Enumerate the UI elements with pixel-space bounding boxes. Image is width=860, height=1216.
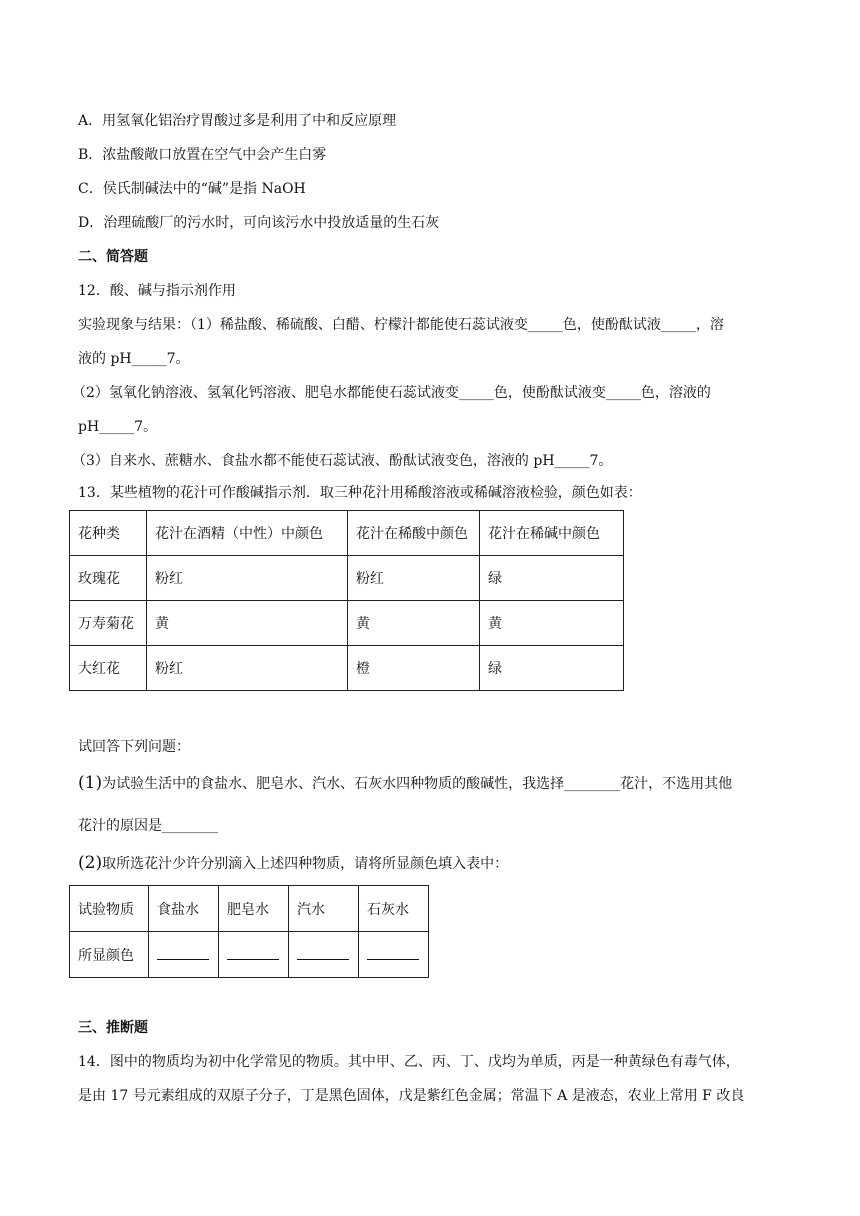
q13-part-1-line-2: 花汁的原因是________ [78, 818, 218, 834]
answer-color-table [69, 885, 429, 978]
q12-line-3: （2）氢氧化钠溶液、氢氧化钙溶液、肥皂水都能使石蕊试液变_____色，使酚酞试液变_____色，溶液的 [72, 385, 711, 401]
q14-line-2: 是由 17 号元素组成的双原子分子，丁是黑色固体，戊是紫红色金属；常温下 A 是液态，农业上常用 F 改良 [78, 1088, 745, 1104]
table-cell: 黄 [348, 601, 480, 646]
q13-part-1-text: 为试验生活中的食盐水、肥皂水、汽水、石灰水四种物质的酸碱性，我选择________花汁，不选用其他 [102, 776, 733, 792]
table-row [70, 932, 429, 978]
table-cell: 绿 [480, 646, 624, 691]
table-cell: 粉红 [348, 556, 480, 601]
answer-blank-cell[interactable] [219, 932, 289, 978]
q13-part-2-line [78, 853, 508, 874]
q12-line-5: （3）自来水、蔗糖水、食盐水都不能使石蕊试液、酚酞试液变色，溶液的 pH_____7。 [72, 453, 613, 469]
q12-title: 12．酸、碱与指示剂作用 [78, 283, 236, 299]
q13-part-1-line-1 [78, 773, 732, 794]
section-heading-short-answer: 二、简答题 [78, 249, 148, 265]
section-heading-inference: 三、推断题 [78, 1020, 148, 1036]
table-header-cell: 汽水 [289, 886, 359, 932]
answer-blank[interactable] [367, 945, 419, 960]
table-cell: 玫瑰花 [70, 556, 147, 601]
table-row [70, 646, 624, 691]
table-header-row [70, 511, 624, 556]
answer-blank-cell[interactable] [149, 932, 219, 978]
table-header-cell: 花汁在稀酸中颜色 [348, 511, 480, 556]
q12-line-1: 实验现象与结果：（1）稀盐酸、稀硫酸、白醋、柠檬汁都能使石蕊试液变_____色，使酚酞试液_____，溶 [78, 317, 724, 333]
table-cell: 黄 [147, 601, 348, 646]
table-cell: 黄 [480, 601, 624, 646]
q12-line-4: pH_____7。 [78, 419, 158, 435]
table-cell: 粉红 [147, 556, 348, 601]
answer-blank[interactable] [227, 945, 279, 960]
q13-part-1-number: (1) [78, 773, 103, 793]
q13-part-2-number: (2) [78, 853, 103, 873]
answer-blank-cell[interactable] [289, 932, 359, 978]
q13-prompt: 试回答下列问题： [78, 739, 190, 755]
table-header-cell: 花汁在酒精（中性）中颜色 [147, 511, 348, 556]
table-cell: 绿 [480, 556, 624, 601]
answer-blank-cell[interactable] [359, 932, 429, 978]
table-cell: 大红花 [70, 646, 147, 691]
table-header-cell: 食盐水 [149, 886, 219, 932]
table-header-cell: 试验物质 [70, 886, 149, 932]
answer-blank[interactable] [297, 945, 349, 960]
option-b: B．浓盐酸敞口放置在空气中会产生白雾 [78, 147, 327, 163]
q13-part-2-text: 取所选花汁少许分别滴入上述四种物质，请将所显颜色填入表中： [102, 856, 509, 872]
table-cell: 橙 [348, 646, 480, 691]
answer-blank[interactable] [157, 945, 209, 960]
table-row [70, 556, 624, 601]
table-header-cell: 石灰水 [359, 886, 429, 932]
q12-line-2: 液的 pH_____7。 [78, 351, 190, 367]
q13-intro: 13．某些植物的花汁可作酸碱指示剂．取三种花汁用稀酸溶液或稀碱溶液检验，颜色如表： [78, 485, 642, 501]
q14-line-1: 14．图中的物质均为初中化学常见的物质。其中甲、乙、丙、丁、戊均为单质，丙是一种黄绿色有毒气体， [78, 1054, 740, 1070]
table-cell: 所显颜色 [70, 932, 149, 978]
table-header-cell: 肥皂水 [219, 886, 289, 932]
table-cell: 万寿菊花 [70, 601, 147, 646]
table-header-cell: 花汁在稀碱中颜色 [480, 511, 624, 556]
option-c: C．侯氏制碱法中的“碱”是指 NaOH [78, 181, 306, 197]
flower-indicator-table [69, 510, 624, 691]
table-row [70, 601, 624, 646]
table-header-row [70, 886, 429, 932]
table-cell: 粉红 [147, 646, 348, 691]
option-a: A．用氢氧化铝治疗胃酸过多是利用了中和反应原理 [78, 113, 397, 129]
option-d: D．治理硫酸厂的污水时，可向该污水中投放适量的生石灰 [78, 215, 440, 231]
table-header-cell: 花种类 [70, 511, 147, 556]
